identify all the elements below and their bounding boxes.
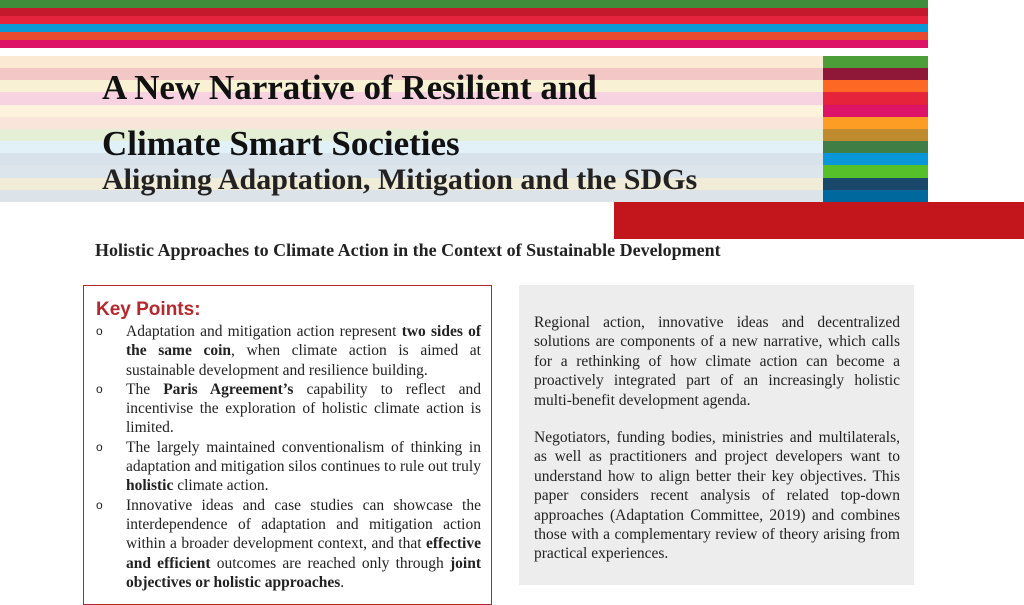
stripe xyxy=(0,32,928,40)
stripe xyxy=(0,24,928,32)
list-item xyxy=(84,322,491,380)
list-item xyxy=(84,438,491,496)
list-item xyxy=(84,380,491,438)
kp-emphasis: two sides of the same coin xyxy=(126,323,481,360)
stripe xyxy=(0,16,928,24)
key-points-heading: Key Points: xyxy=(96,299,201,320)
stripe xyxy=(0,48,928,56)
bullet-icon: o xyxy=(96,497,103,512)
list-item xyxy=(84,496,491,592)
sdg-color-band xyxy=(823,105,928,117)
sdg-color-band xyxy=(823,129,928,141)
kp-emphasis: Paris Agreement’s xyxy=(163,380,294,398)
sdg-color-band xyxy=(823,153,928,165)
sdg-color-band xyxy=(823,178,928,190)
sdg-color-block xyxy=(823,56,928,202)
title-line-1: A New Narrative of Resilient and xyxy=(102,68,597,107)
kp-text: . xyxy=(340,573,345,591)
kp-emphasis: effective and efficient xyxy=(126,535,481,572)
title-line-2: Climate Smart Societies xyxy=(102,124,460,163)
kp-text: The xyxy=(126,380,164,398)
key-points-list xyxy=(84,322,491,592)
sdg-color-band xyxy=(823,68,928,80)
intro-panel xyxy=(519,285,914,585)
kp-text: , when climate action is aimed at sustainable development and resilience building. xyxy=(126,342,481,379)
section-heading: Holistic Approaches to Climate Action in the Context of Sustainable Development xyxy=(95,240,721,260)
bullet-icon: o xyxy=(96,324,103,338)
stripe xyxy=(0,0,928,8)
kp-text: climate action. xyxy=(173,477,269,495)
bullet-icon: o xyxy=(96,381,103,396)
document-title xyxy=(102,60,822,172)
sdg-color-band xyxy=(823,165,928,177)
intro-paragraph-2: Negotiators, funding bodies, ministries and multilaterals, as well as practitioners and project developers want to understand how to align better their key objectives. This paper considers recent analysis of related top-down approaches (Adaptation Committee, 2019) and combines those with a complementary review of theory arising from practical experiences. xyxy=(534,429,900,563)
kp-text: Innovative ideas and case studies can showcase the interdependence of adaptation and mitigation action within a broader development context, and that xyxy=(126,496,481,553)
kp-text: Adaptation and mitigation action represent xyxy=(126,323,402,340)
stripe xyxy=(0,40,928,48)
kp-text: The largely maintained conventionalism of thinking in adaptation and mitigation silos continues to rule out truly xyxy=(126,438,481,476)
sdg-color-band xyxy=(823,190,928,202)
intro-paragraph-1: Regional action, innovative ideas and decentralized solutions are components of a new narrative, which calls for a rethinking of how climate action can become a proactively integrated part of an increasingly holistic multi-benefit development agenda. xyxy=(534,314,900,409)
sdg-color-band xyxy=(823,141,928,153)
stripe xyxy=(0,8,928,16)
red-accent-bar xyxy=(614,202,1024,239)
sdg-color-band xyxy=(823,117,928,129)
top-color-stripes xyxy=(0,0,928,56)
kp-emphasis: holistic xyxy=(126,477,174,495)
sdg-color-band xyxy=(823,92,928,104)
kp-text: capability to reflect and incentivise the exploration of holistic climate action is limited. xyxy=(126,380,481,437)
key-points-box xyxy=(83,285,492,605)
document-subtitle: Aligning Adaptation, Mitigation and the SDGs xyxy=(102,163,698,196)
kp-emphasis: joint objectives or holistic approaches xyxy=(126,554,481,591)
bullet-icon: o xyxy=(96,439,103,454)
sdg-color-band xyxy=(823,56,928,68)
sdg-color-band xyxy=(823,80,928,92)
kp-text: outcomes are reached only through xyxy=(210,554,450,572)
